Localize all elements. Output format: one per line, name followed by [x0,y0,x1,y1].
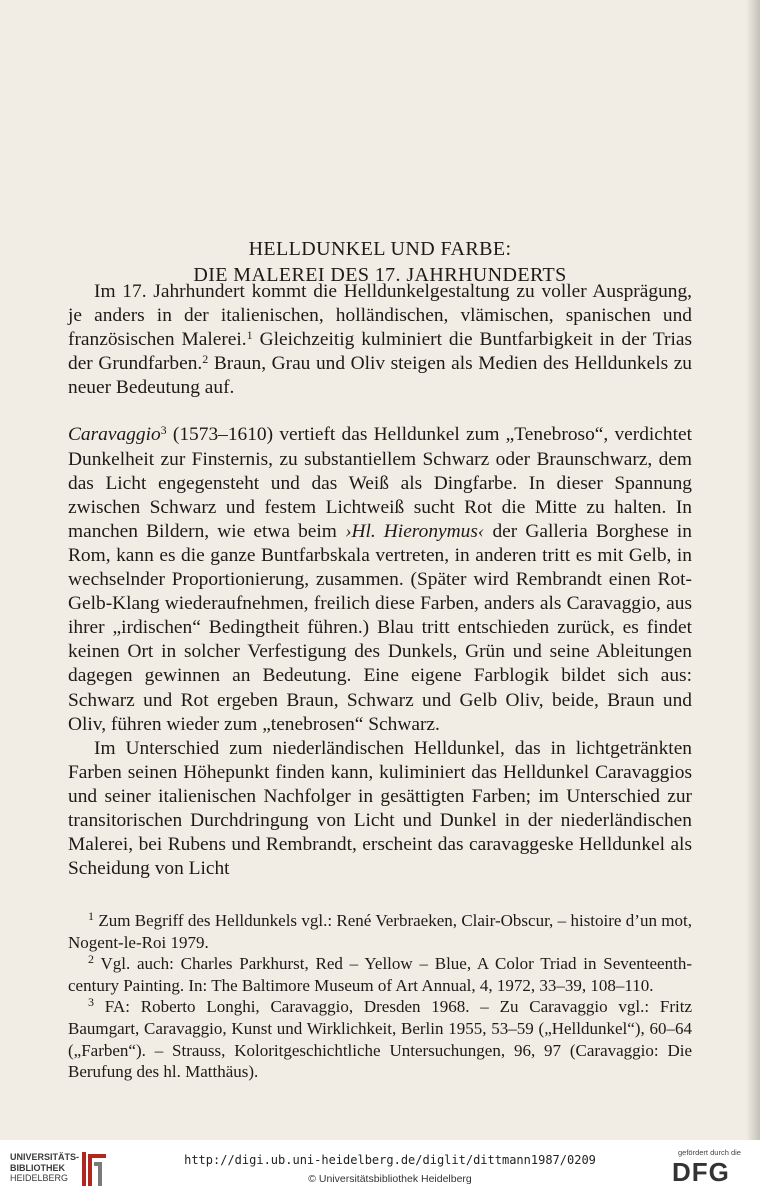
footer-bar [0,1140,760,1196]
bleed-through-text [60,60,720,83]
funded-by-label: gefördert durch die [678,1148,741,1157]
page-edge-shadow [746,0,760,1140]
library-name-line-1: UNIVERSITÄTS- [10,1152,80,1162]
heading-line-2: DIE MALEREI DES 17. JAHRHUNDERTS [193,264,567,286]
dfg-wordmark: DFG [672,1157,730,1187]
italic-text: ›Hl. Hieronymus‹ [344,520,485,542]
text-run: Im 17. Jahrhundert kommt die Helldunkelgestaltung zu voller Ausprägung, je anders in der italienischen, holländischen, vlämischen, spanischen und französischen Malerei. [68,281,692,351]
footnote-ref: 1 [246,328,253,343]
footnote-text: Zum Begriff des Helldunkels vgl.: René Verbraeken, Clair-Obscur, – histoire d’un mot, Nogent-le-Roi 1979. [68,911,692,952]
library-name-line-3: HEIDELBERG [10,1173,69,1183]
italic-text: Caravaggio [68,424,161,446]
permalink-url[interactable]: http://digi.ub.uni-heidelberg.de/diglit/dittmann1987/0209 [184,1153,596,1167]
text-run: der Galleria Borghese in Rom, kann es die ganze Buntfarbskala vertreten, in anderen tritt es mit Gelb, in wechselnder Proportionierung, zusammen. (Später wird Rembrandt einen Rot-Gelb-Klang wiederaufnehmen, freilich diese Farben, anders als Caravaggio, aus ihrer „irdischen“ Bedingtheit führen.) Blau tritt entschieden zurück, es findet keinen Ort in solcher Verfestigung des Dunkels, Grün und seine Ableitungen dagegen gewinnen an Bedeutung. Eine eigene Farblogik bildet sich aus: Schwarz und Rot ergeben Braun, Schwarz und Gelb Oliv, beide, Braun und Oliv, führen wieder zum „tenebrosen“ Schwarz. [68,520,692,735]
footnote-text: FA: Roberto Longhi, Caravaggio, Dresden 1968. – Zu Caravaggio vgl.: Fritz Baumgart, Caravaggio, Kunst und Wirklichkeit, Berlin 1955, 53–59 („Helldunkel“), 60–64 („Farben“). – Strauss, Koloritgeschichtliche Untersuchungen, 96, 97 (Caravaggio: Die Berufung des hl. Matthäus). [68,997,692,1082]
body-text [68,280,692,881]
copyright-notice: © Universitätsbibliothek Heidelberg [308,1173,472,1185]
library-name-line-2: BIBLIOTHEK [10,1162,65,1173]
footnote [68,910,692,953]
library-logo-text[interactable] [10,1152,79,1184]
footnote-ref: 3 [160,423,167,438]
footnotes [68,910,692,1083]
footnote [68,996,692,1082]
paragraph [68,423,692,736]
footnote-number: 2 [88,952,94,967]
footnote-number: 3 [88,995,94,1010]
dfg-logo[interactable] [672,1148,752,1187]
text-run: (1573–1610) vertieft das Helldunkel zum „Tenebroso“, verdichtet Dunkelheit zur Finsternis, zu substantiellem Schwarz oder Braunschwarz, dem das Licht engegensteht und das Weiß als Dingfarbe. In dieser Spannung zwischen Schwarz und festem Lichtweiß sucht Rot die Mitte zu halten. In manchen Bildern, wie etwa beim [68,424,692,542]
text-run: Im Unterschied zum niederländischen Helldunkel, das in lichtgetränkten Farben seinen Höhepunkt finden kann, kuliminiert das Helldunkel Caravaggios und seiner italienischen Nachfolger in gesättigten Farben; im Unterschied zur transitorischen Durchdringung von Licht und Dunkel in der niederländischen Malerei, bei Rubens und Rembrandt, erscheint das caravaggeske Helldunkel als Scheidung von Licht [68,737,692,880]
heading-line-1: HELLDUNKEL UND FARBE: [248,238,512,260]
text-run: Braun, Grau und Oliv steigen als Medien des Helldunkels zu neuer Bedeutung auf. [68,353,692,399]
footnote [68,953,692,996]
footnote-number: 1 [88,909,94,923]
paragraph [68,737,692,882]
library-logo-icon[interactable] [80,1148,110,1190]
text-run: Gleichzeitig kulminiert die Buntfarbigkeit in der Trias der Grundfarben. [68,329,692,375]
footnote-text: Vgl. auch: Charles Parkhurst, Red – Yellow – Blue, A Color Triad in Seventeenth-century Painting. In: The Baltimore Museum of Art Annual, 4, 1972, 33–39, 108–110. [68,954,692,995]
footnote-ref: 2 [202,352,209,367]
paragraph [68,280,692,400]
